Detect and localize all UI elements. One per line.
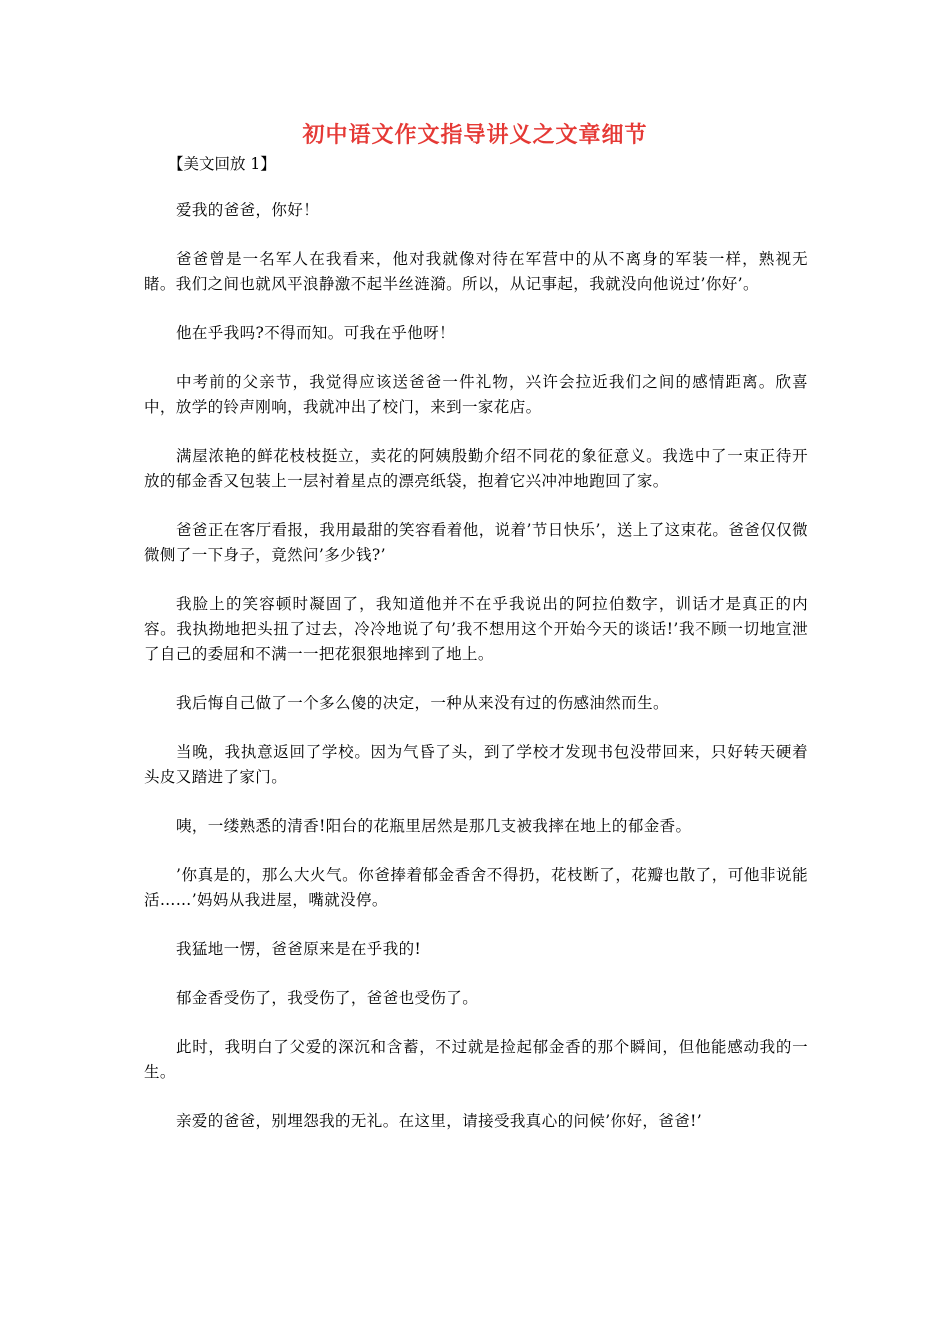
paragraph: 他在乎我吗?不得而知。可我在乎他呀！	[176, 324, 456, 342]
paragraph: 爸爸正在客厅看报，我用最甜的笑容看着他，说着’节日快乐’，送上了这束花。爸爸仅仅微微侧了一下身子，竟然问’多少钱?’	[144, 521, 808, 564]
paragraph: 咦，一缕熟悉的清香!阳台的花瓶里居然是那几支被我摔在地上的郁金香。	[176, 817, 692, 835]
section-label: 【美文回放 1】	[168, 155, 276, 173]
paragraph: 爸爸曾是一名军人在我看来，他对我就像对待在军营中的从不离身的军装一样，熟视无睹。我们之间也就风平浪静激不起半丝涟漪。所以，从记事起，我就没向他说过’你好’。	[144, 250, 808, 293]
paragraph: 郁金香受伤了，我受伤了，爸爸也受伤了。	[176, 989, 479, 1007]
paragraph: 我后悔自己做了一个多么傻的决定，一种从来没有过的伤感油然而生。	[176, 694, 669, 712]
paragraph: 我脸上的笑容顿时凝固了，我知道他并不在乎我说出的阿拉伯数字，训话才是真正的内容。我执拗地把头扭了过去，冷冷地说了句’我不想用这个开始今天的谈话!’我不顾一切地宣泄了自己的委屈和不满一一把花狠狠地摔到了地上。	[144, 595, 808, 663]
paragraph: 我猛地一愣，爸爸原来是在乎我的!	[176, 940, 422, 958]
paragraph: 中考前的父亲节，我觉得应该送爸爸一件礼物，兴许会拉近我们之间的感情距离。欣喜中，放学的铃声刚响，我就冲出了校门，来到一家花店。	[144, 373, 808, 416]
paragraph: 亲爱的爸爸，别埋怨我的无礼。在这里，请接受我真心的问候’你好，爸爸!’	[176, 1112, 703, 1130]
document-title: 初中语文作文指导讲义之文章细节	[302, 123, 648, 148]
paragraph: 此时，我明白了父爱的深沉和含蓄，不过就是捡起郁金香的那个瞬间，但他能感动我的一生。	[144, 1038, 808, 1081]
paragraph: 满屋浓艳的鲜花枝枝挺立，卖花的阿姨殷勤介绍不同花的象征意义。我选中了一束正待开放的郁金香又包装上一层衬着星点的漂亮纸袋，抱着它兴冲冲地跑回了家。	[144, 447, 808, 490]
paragraph: 爱我的爸爸，你好！	[176, 201, 320, 219]
paragraph: ’你真是的，那么大火气。你爸捧着郁金香舍不得扔，花枝断了，花瓣也散了，可他非说能活……’妈妈从我进屋，嘴就没停。	[144, 866, 808, 909]
essay-body	[144, 198, 808, 1158]
paragraph: 当晚，我执意返回了学校。因为气昏了头，到了学校才发现书包没带回来，只好转天硬着头皮又踏进了家门。	[144, 743, 808, 786]
